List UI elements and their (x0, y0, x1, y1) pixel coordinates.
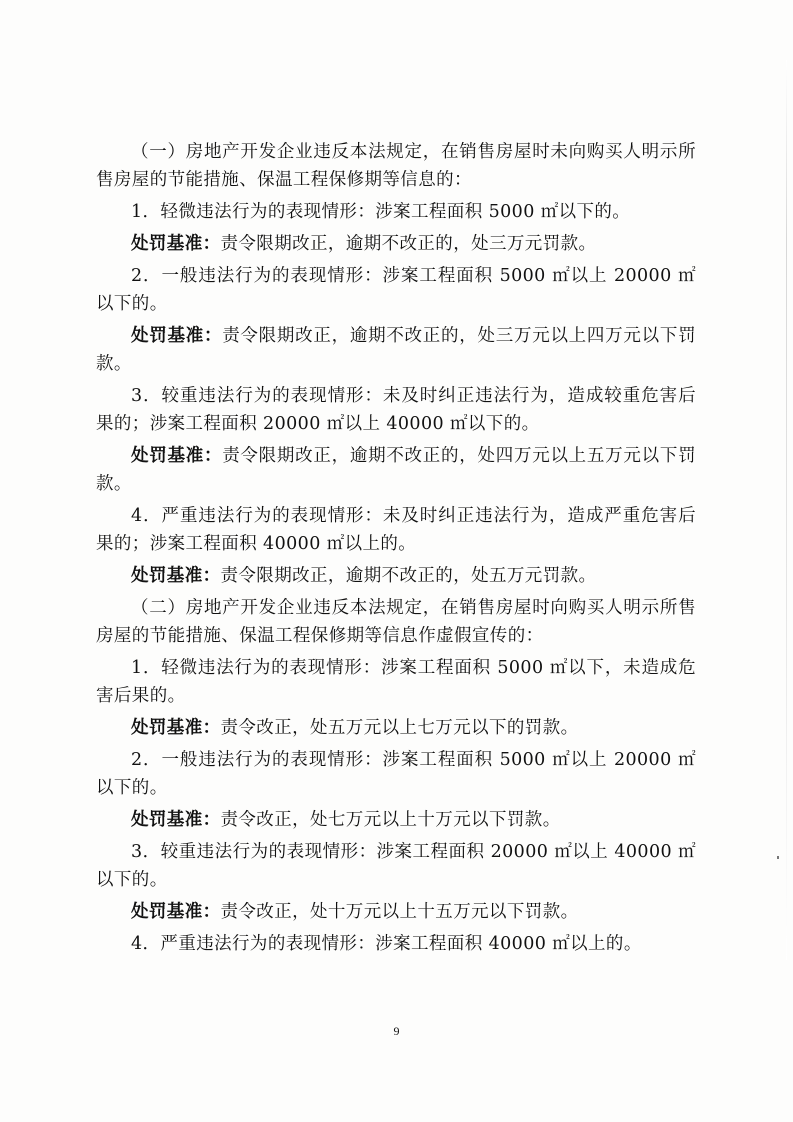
document-body (96, 138, 696, 962)
penalty-paragraph: 处罚基准：责令改正，处七万元以上十万元以下罚款。 (131, 810, 561, 830)
penalty-paragraph: 处罚基准：责令限期改正，逾期不改正的，处五万元罚款。 (131, 566, 597, 586)
item-paragraph: 3．较重违法行为的表现情形：未及时纠正违法行为，造成较重危害后果的；涉案工程面积 20000 ㎡以上 40000 ㎡以下的。 (96, 386, 696, 434)
penalty-paragraph: 处罚基准：责令改正，处五万元以上七万元以下的罚款。 (131, 718, 579, 738)
item-paragraph: 4．严重违法行为的表现情形：未及时纠正违法行为，造成严重危害后果的；涉案工程面积 40000 ㎡以上的。 (96, 506, 696, 554)
item-paragraph: 4．严重违法行为的表现情形：涉案工程面积 40000 ㎡以上的。 (131, 934, 642, 954)
penalty-paragraph: 处罚基准：责令限期改正，逾期不改正的，处三万元以上四万元以下罚款。 (96, 326, 696, 374)
page-number: 9 (393, 1024, 400, 1038)
scan-edge-line (786, 60, 787, 960)
penalty-label: 处罚基准： (131, 718, 221, 738)
item-paragraph: 1．轻微违法行为的表现情形：涉案工程面积 5000 ㎡以下的。 (131, 202, 631, 222)
penalty-label: 处罚基准： (131, 902, 221, 922)
penalty-paragraph: 处罚基准：责令改正，处十万元以上十五万元以下罚款。 (131, 902, 579, 922)
penalty-label: 处罚基准： (131, 446, 223, 466)
item-paragraph: 2．一般违法行为的表现情形：涉案工程面积 5000 ㎡以上 20000 ㎡以下的。 (96, 750, 696, 798)
penalty-label: 处罚基准： (131, 326, 223, 346)
penalty-paragraph: 处罚基准：责令限期改正，逾期不改正的，处四万元以上五万元以下罚款。 (96, 446, 696, 494)
penalty-label: 处罚基准： (131, 234, 221, 254)
penalty-label: 处罚基准： (131, 810, 221, 830)
penalty-paragraph: 处罚基准：责令限期改正，逾期不改正的，处三万元罚款。 (131, 234, 597, 254)
item-paragraph: 3．较重违法行为的表现情形：涉案工程面积 20000 ㎡以上 40000 ㎡以下的。 (96, 842, 696, 890)
section-heading-1: （一）房地产开发企业违反本法规定，在销售房屋时未向购买人明示所售房屋的节能措施、保温工程保修期等信息的： (96, 142, 696, 190)
scan-speck (777, 856, 779, 859)
section-heading-2: （二）房地产开发企业违反本法规定，在销售房屋时向购买人明示所售房屋的节能措施、保温工程保修期等信息作虚假宣传的： (96, 598, 696, 646)
item-paragraph: 2．一般违法行为的表现情形：涉案工程面积 5000 ㎡以上 20000 ㎡以下的。 (96, 266, 696, 314)
item-paragraph: 1．轻微违法行为的表现情形：涉案工程面积 5000 ㎡以下，未造成危害后果的。 (96, 658, 696, 706)
penalty-label: 处罚基准： (131, 566, 221, 586)
